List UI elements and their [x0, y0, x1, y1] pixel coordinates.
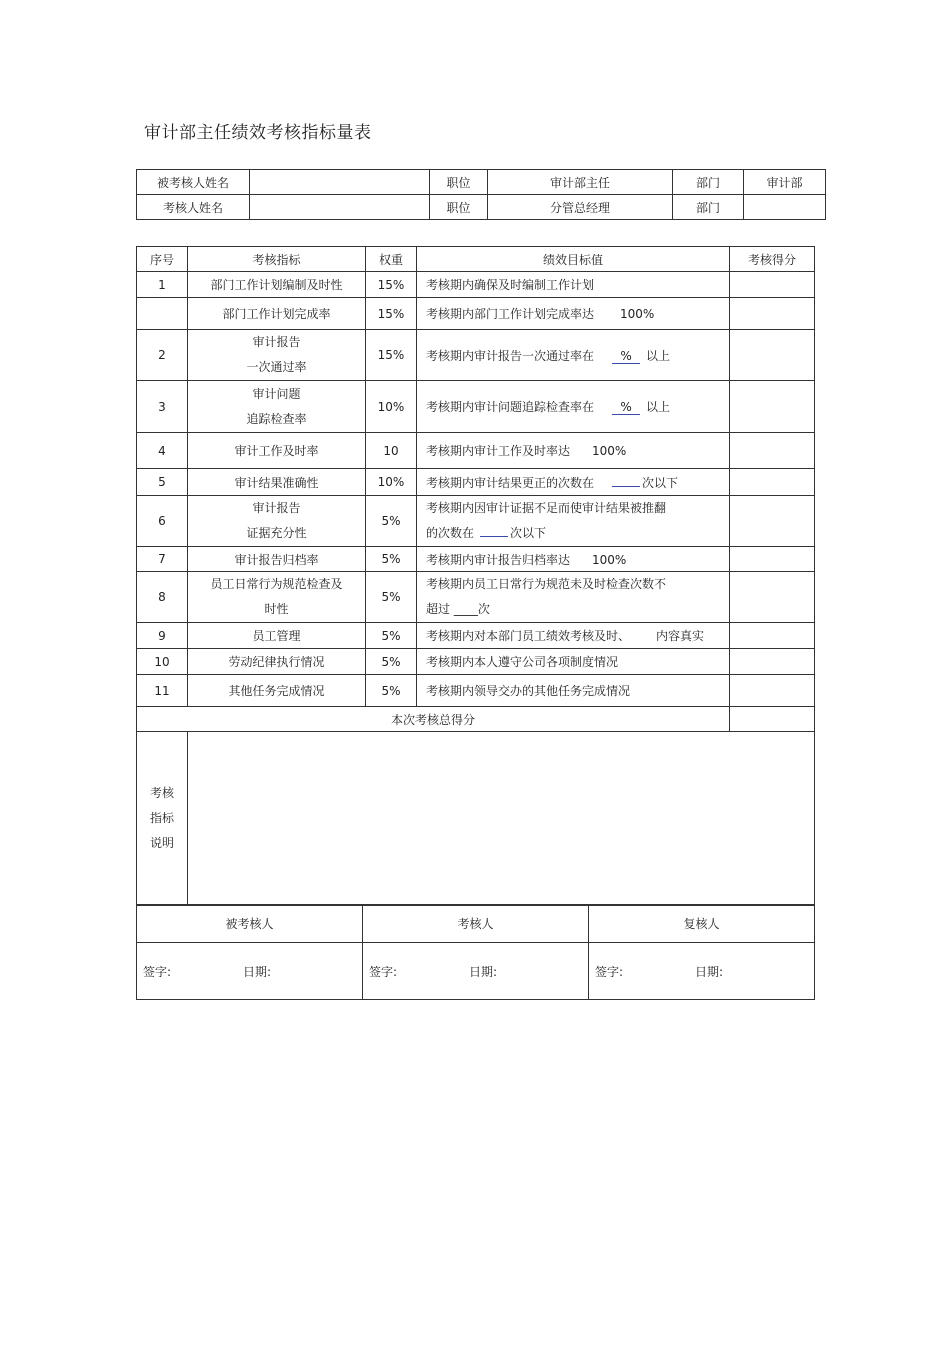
reviewer-signature[interactable]: 签字: 日期:	[589, 943, 815, 1000]
target-text: 考核期内审计问题追踪检查率在	[426, 400, 595, 414]
assessee-position-label: 职位	[430, 170, 488, 195]
row-seq: 6	[137, 496, 188, 547]
indicator-line1: 审计报告	[252, 335, 301, 349]
row-seq: 7	[137, 547, 188, 572]
table-row	[137, 469, 815, 496]
table-row	[137, 675, 815, 707]
table-row	[137, 272, 815, 298]
row-score-cell[interactable]	[730, 572, 815, 623]
target-line2: 超过 ____次	[426, 602, 490, 616]
table-row	[137, 330, 815, 381]
header-weight: 权重	[366, 247, 417, 272]
row-score-cell[interactable]	[730, 272, 815, 298]
row-weight: 5%	[366, 675, 417, 707]
target-text: 考核期内审计报告一次通过率在	[426, 348, 595, 363]
row-weight: 10%	[366, 381, 417, 433]
target-suffix: 次以下	[510, 526, 547, 540]
row-score-cell[interactable]	[730, 547, 815, 572]
table-row	[137, 547, 815, 572]
row-score-cell[interactable]	[730, 623, 815, 649]
indicator-line2: 证据充分性	[246, 526, 307, 540]
target-suffix: 内容真实	[656, 629, 705, 643]
explain-label: 考核 指标 说明	[137, 732, 188, 906]
row-indicator	[188, 330, 366, 381]
row-weight: 10	[366, 433, 417, 469]
row-indicator: 审计工作及时率	[188, 433, 366, 469]
target-line1: 考核期内员工日常行为规范未及时检查次数不	[426, 577, 667, 591]
row-seq: 3	[137, 381, 188, 433]
row-target	[417, 330, 730, 381]
target-value: 100%	[620, 307, 655, 321]
row-target	[417, 547, 730, 572]
row-weight: 15%	[366, 330, 417, 381]
table-row	[137, 649, 815, 675]
role-assessor: 考核人	[363, 905, 589, 943]
info-table	[136, 169, 826, 220]
target-line2: 的次数在	[426, 526, 475, 540]
indicator-line2: 追踪检查率	[246, 411, 307, 426]
indicator-line2: 时性	[264, 602, 289, 616]
assessor-position-label: 职位	[430, 195, 488, 220]
header-indicator: 考核指标	[188, 247, 366, 272]
row-weight: 5%	[366, 623, 417, 649]
row-score-cell[interactable]	[730, 649, 815, 675]
row-indicator	[188, 381, 366, 433]
row-seq: 4	[137, 433, 188, 469]
target-text: 考核期内审计工作及时率达	[426, 444, 571, 458]
row-indicator: 其他任务完成情况	[188, 675, 366, 707]
target-text: 考核期内对本部门员工绩效考核及时、	[426, 629, 631, 643]
target-suffix: 以上	[646, 348, 671, 363]
target-value: 100%	[592, 444, 627, 458]
row-weight: 5%	[366, 649, 417, 675]
assessee-signature[interactable]: 签字: 日期:	[137, 943, 363, 1000]
row-weight: 15%	[366, 298, 417, 330]
indicator-line2: 一次通过率	[246, 360, 307, 374]
target-text: 考核期内审计报告归档率达	[426, 552, 571, 567]
row-seq: 1	[137, 272, 188, 298]
assessor-name-label: 考核人姓名	[137, 195, 250, 220]
row-indicator	[188, 572, 366, 623]
assessor-position-value: 分管总经理	[488, 195, 673, 220]
row-indicator: 部门工作计划编制及时性	[188, 272, 366, 298]
row-indicator: 员工管理	[188, 623, 366, 649]
role-assessee: 被考核人	[137, 905, 363, 943]
row-indicator: 部门工作计划完成率	[188, 298, 366, 330]
row-seq: 2	[137, 330, 188, 381]
total-score-cell[interactable]	[730, 707, 815, 732]
total-score-label: 本次考核总得分	[137, 707, 730, 732]
indicator-line1: 审计问题	[252, 386, 301, 401]
assessor-signature[interactable]: 签字: 日期:	[363, 943, 589, 1000]
target-suffix: 次以下	[642, 475, 679, 490]
row-target	[417, 572, 730, 623]
row-weight: 5%	[366, 572, 417, 623]
row-indicator	[188, 496, 366, 547]
header-score: 考核得分	[730, 247, 815, 272]
row-seq	[137, 298, 188, 330]
row-target	[417, 381, 730, 433]
row-target	[417, 469, 730, 496]
row-weight: 5%	[366, 496, 417, 547]
page-title: 审计部主任绩效考核指标量表	[144, 123, 372, 143]
signature-table	[136, 904, 815, 1000]
row-score-cell[interactable]	[730, 330, 815, 381]
table-row	[137, 572, 815, 623]
target-text: 考核期内审计结果更正的次数在	[426, 475, 595, 490]
fill-blank[interactable]	[612, 486, 640, 487]
row-seq: 9	[137, 623, 188, 649]
explain-content[interactable]	[188, 732, 815, 906]
fill-blank[interactable]: %	[612, 349, 640, 364]
row-target	[417, 496, 730, 547]
row-target: 考核期内确保及时编制工作计划	[417, 272, 730, 298]
target-line1: 考核期内因审计证据不足而使审计结果被推翻	[426, 501, 667, 515]
row-target	[417, 623, 730, 649]
row-score-cell[interactable]	[730, 381, 815, 433]
row-seq: 8	[137, 572, 188, 623]
table-row	[137, 298, 815, 330]
indicator-line1: 员工日常行为规范检查及	[210, 577, 343, 591]
target-value: 100%	[592, 552, 627, 567]
header-target: 绩效目标值	[417, 247, 730, 272]
kpi-table	[136, 246, 815, 906]
row-score-cell[interactable]	[730, 298, 815, 330]
indicator-line1: 审计报告	[252, 501, 301, 515]
assessor-dept-label: 部门	[673, 195, 744, 220]
row-score-cell[interactable]	[730, 433, 815, 469]
target-text: 考核期内部门工作计划完成率达	[426, 307, 595, 321]
header-seq: 序号	[137, 247, 188, 272]
assessee-name-field[interactable]	[250, 170, 430, 195]
fill-blank[interactable]	[480, 536, 508, 537]
target-suffix: 以上	[646, 400, 671, 414]
fill-blank[interactable]: %	[612, 400, 640, 415]
row-score-cell[interactable]	[730, 496, 815, 547]
row-weight: 15%	[366, 272, 417, 298]
row-indicator: 审计结果准确性	[188, 469, 366, 496]
row-indicator: 劳动纪律执行情况	[188, 649, 366, 675]
table-row	[137, 496, 815, 547]
assessor-dept-value[interactable]	[744, 195, 826, 220]
row-seq: 10	[137, 649, 188, 675]
row-target	[417, 433, 730, 469]
row-weight: 10%	[366, 469, 417, 496]
assessee-position-value: 审计部主任	[488, 170, 673, 195]
assessee-name-label: 被考核人姓名	[137, 170, 250, 195]
table-row	[137, 433, 815, 469]
row-indicator: 审计报告归档率	[188, 547, 366, 572]
row-weight: 5%	[366, 547, 417, 572]
row-seq: 5	[137, 469, 188, 496]
assessee-dept-value: 审计部	[744, 170, 826, 195]
role-reviewer: 复核人	[589, 905, 815, 943]
row-target: 考核期内本人遵守公司各项制度情况	[417, 649, 730, 675]
assessee-dept-label: 部门	[673, 170, 744, 195]
assessor-name-field[interactable]	[250, 195, 430, 220]
row-score-cell[interactable]	[730, 469, 815, 496]
table-row	[137, 623, 815, 649]
row-target	[417, 298, 730, 330]
row-seq: 11	[137, 675, 188, 707]
row-target: 考核期内领导交办的其他任务完成情况	[417, 675, 730, 707]
row-score-cell[interactable]	[730, 675, 815, 707]
table-row	[137, 381, 815, 433]
